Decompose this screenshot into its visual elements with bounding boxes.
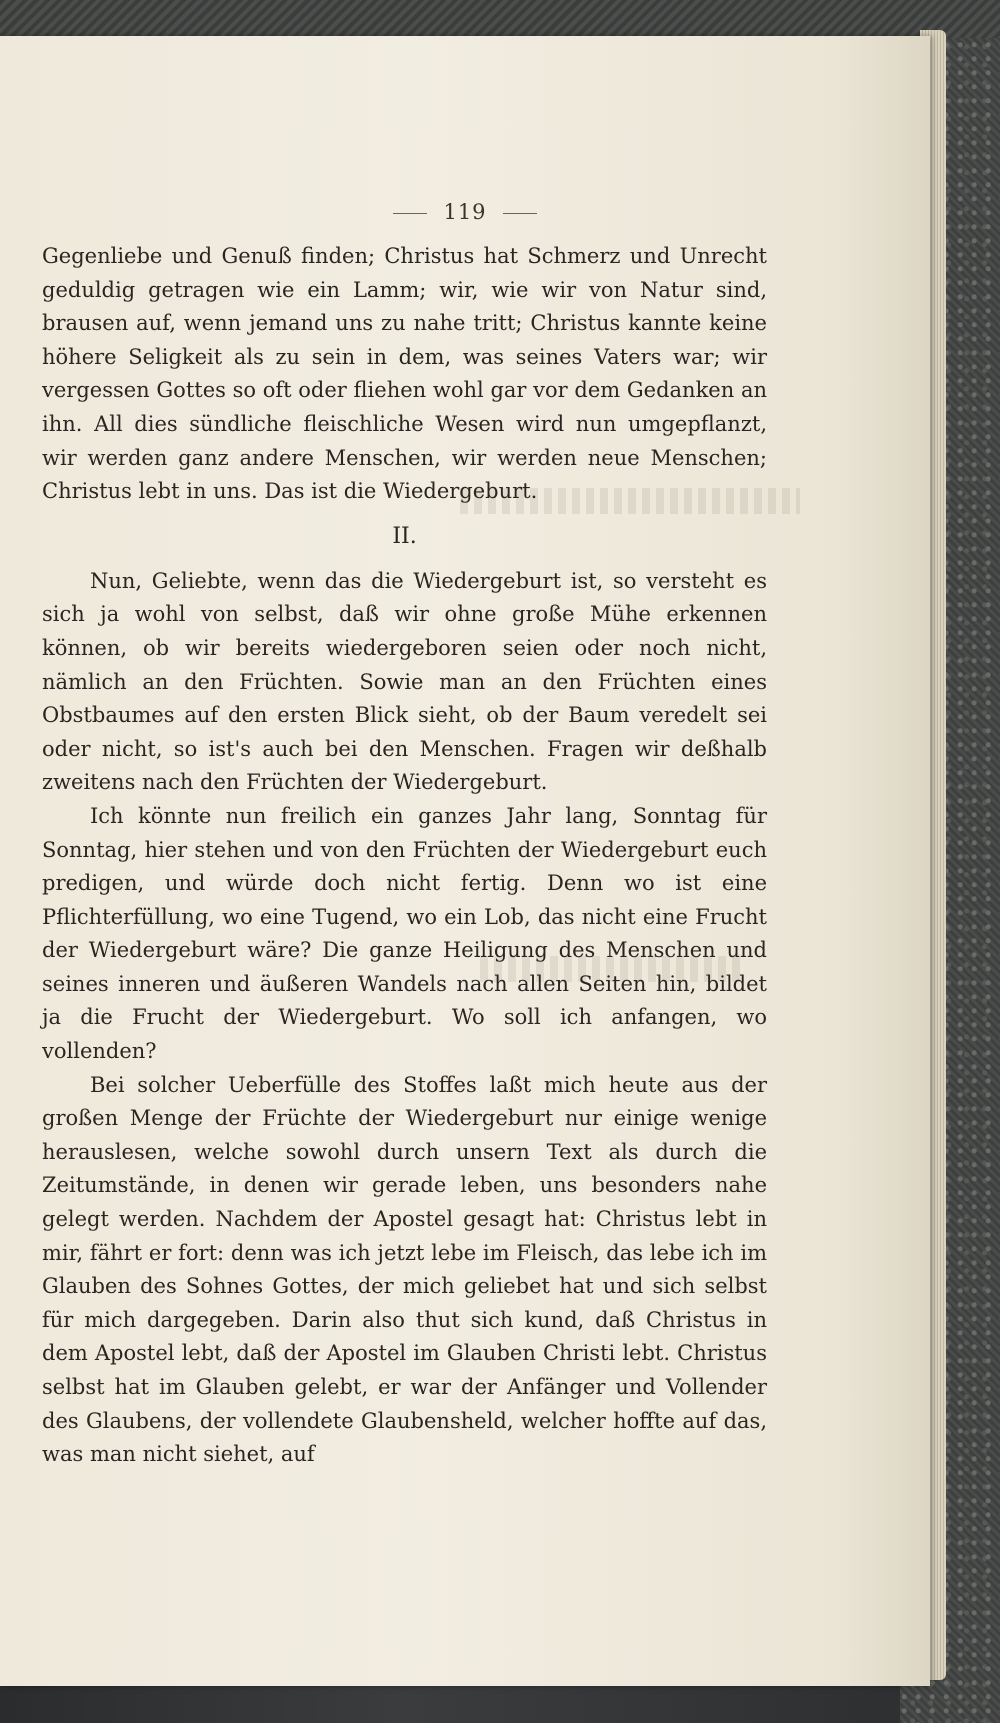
book-page [0, 36, 930, 1686]
paragraph: Ich könnte nun freilich ein ganzes Jahr lang, Sonntag für Sonntag, hier stehen und von den Früchten der Wiedergeburt euch predigen, und würde doch nicht fertig. Denn wo ist eine Pflichterfüllung, wo eine Tugend, wo ein Lob, das nicht eine Frucht der Wiedergeburt wäre? Die ganze Heiligung des Menschen und seines inneren und äußeren Wandels nach allen Seiten hin, bildet ja die Frucht der Wiedergeburt. Wo soll ich anfangen, wo vollenden? [42, 803, 767, 1064]
paragraph: Nun, Geliebte, wenn das die Wiedergeburt ist, so versteht es sich ja wohl von selbst, daß wir ohne große Mühe erkennen können, ob wir bereits wiedergeboren seien oder noch nicht, nämlich an den Früchten. Sowie man an den Früchten eines Obstbaumes auf den ersten Blick sieht, ob der Baum veredelt sei oder nicht, so ist's auch bei den Menschen. Fragen wir deßhalb zweitens nach den Früchten der Wiedergeburt. [42, 568, 767, 795]
book-binding-edge [0, 0, 1000, 38]
paragraph: Gegenliebe und Genuß finden; Christus hat Schmerz und Unrecht geduldig getragen wie ein Lamm; wir, wie wir von Natur sind, brausen auf, wenn jemand uns zu nahe tritt; Christus kannte keine höhere Seligkeit als zu sein in dem, was seines Vaters war; wir vergessen Gottes so oft oder fliehen wohl gar vor dem Gedanken an ihn. All dies sündliche fleischliche Wesen wird nun umgepflanzt, wir werden ganz andere Menschen, wir werden neue Menschen; Christus lebt in uns. Das ist die Wiedergeburt. [42, 244, 767, 504]
section-heading: II. [392, 523, 417, 549]
paragraph: Bei solcher Ueberfülle des Stoffes laßt mich heute aus der großen Menge der Früchte der Wiedergeburt nur einige wenige herauslesen, welche sowohl durch unsern Text als durch die Zeitumstände, in denen wir gerade leben, uns besonders nahe gelegt werden. Nachdem der Apostel gesagt hat: Christus lebt in mir, fährt er fort: denn was ich jetzt lebe im Fleisch, das lebe ich im Glauben des Sohnes Gottes, der mich geliebet hat und sich selbst für mich dargegeben. Darin also thut sich kund, daß Christus in dem Apostel lebt, daß der Apostel im Glauben Christi lebt. Christus selbst hat im Glauben gelebt, er war der Anfänger und Vollender des Glaubens, der vollendete Glaubensheld, welcher hoffte auf das, was man nicht siehet, auf [42, 1072, 767, 1467]
body-text [42, 240, 767, 1472]
page-number: 119 [0, 200, 930, 224]
